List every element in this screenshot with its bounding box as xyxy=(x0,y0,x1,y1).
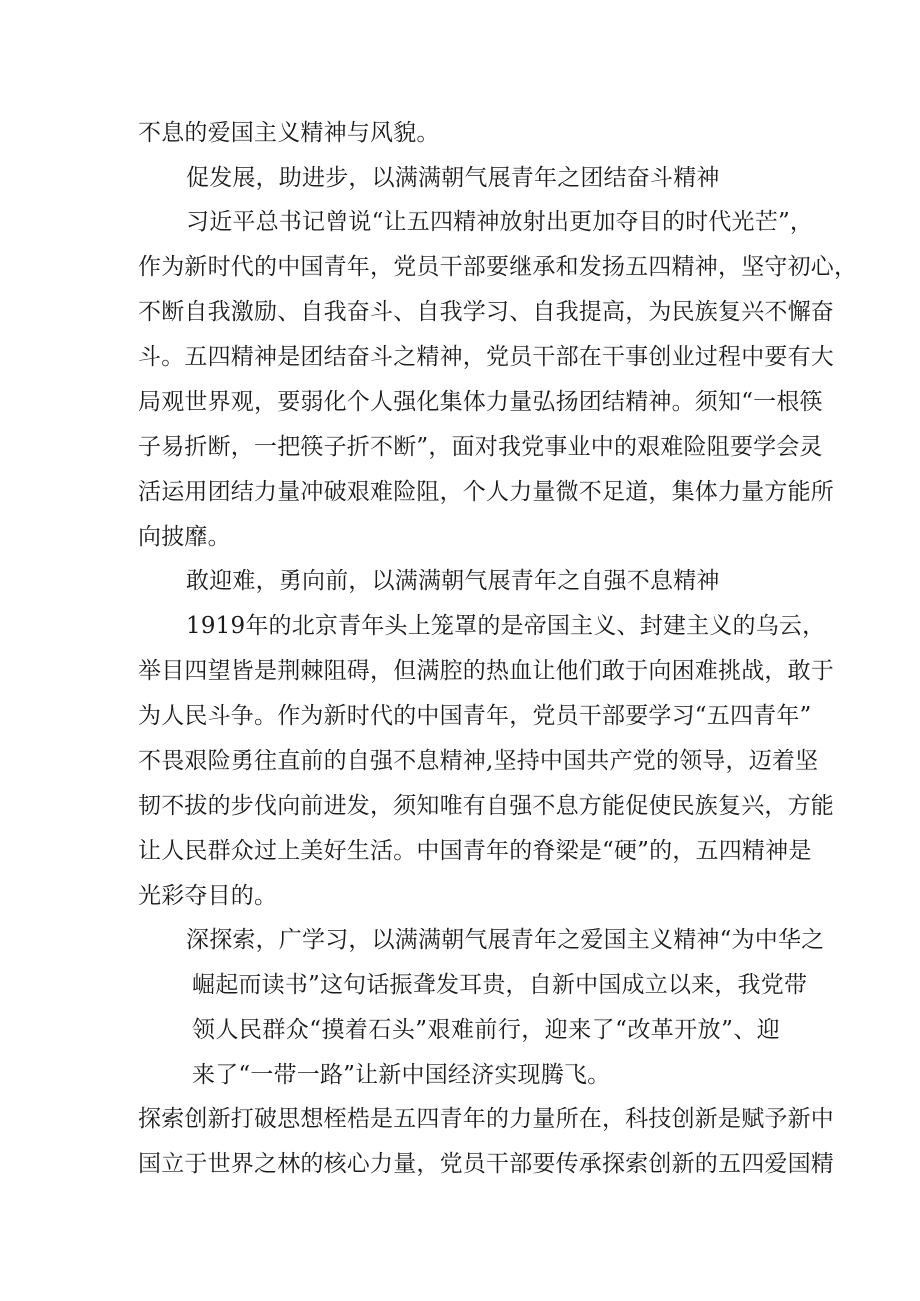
section-heading: 敢迎难，勇向前，以满满朝气展青年之自强不息精神 xyxy=(186,568,720,594)
paragraph-line: 领人民群众“摸着石头”艰难前行，迎来了“改革开放”、迎 xyxy=(192,1017,780,1043)
paragraph-line: 不息的爱国主义精神与风貌。 xyxy=(138,120,440,146)
paragraph-line: 不畏艰险勇往直前的自强不息精神,坚持中国共产党的领导，迈着坚 xyxy=(138,748,819,774)
paragraph-line: 来了“一带一路”让新中国经济实现腾飞。 xyxy=(192,1062,611,1088)
paragraph-line: 向披靡。 xyxy=(138,524,231,550)
section-heading: 促发展，助进步，以满满朝气展青年之团结奋斗精神 xyxy=(186,165,720,191)
paragraph-line: 让人民群众过上美好生活。中国青年的脊梁是“硬”的，五四精神是 xyxy=(138,838,812,864)
paragraph-line: 习近平总书记曾说“让五四精神放射出更加夺目的时代光芒”， xyxy=(186,209,814,235)
paragraph-line: 局观世界观，要弱化个人强化集体力量弘扬团结精神。须知“一根筷 xyxy=(138,389,823,415)
paragraph-line: 斗。五四精神是团结奋斗之精神，党员干部在干事创业过程中要有大 xyxy=(138,344,834,370)
paragraph-line: 举目四望皆是荆棘阻碍，但满腔的热血让他们敢于向困难挑战，敢于 xyxy=(138,658,834,684)
paragraph-line: 崛起而读书”这句话振聋发耳贵，自新中国成立以来，我党带 xyxy=(192,972,808,998)
paragraph-line: 为人民斗争。作为新时代的中国青年，党员干部要学习“五四青年” xyxy=(138,703,812,729)
section-heading: 深探索，广学习，以满满朝气展青年之爱国主义精神“为中华之 xyxy=(186,927,825,953)
paragraph-line: 探索创新打破思想桎梏是五四青年的力量所在，科技创新是赋予新中 xyxy=(138,1106,834,1132)
paragraph-line: 1919年的北京青年头上笼罩的是帝国主义、封建主义的乌云， xyxy=(186,613,826,639)
paragraph-line: 韧不拔的步伐向前进发，须知唯有自强不息方能促使民族复兴，方能 xyxy=(138,793,834,819)
paragraph-line: 子易折断，一把筷子折不断”，面对我党事业中的艰难险阻要学会灵 xyxy=(138,434,823,460)
paragraph-line: 光彩夺目的。 xyxy=(138,883,278,909)
paragraph-line: 不断自我激励、自我奋斗、自我学习、自我提高，为民族复兴不懈奋 xyxy=(138,299,834,325)
paragraph-line: 作为新时代的中国青年，党员干部要继承和发扬五四精神，坚守初心， xyxy=(138,254,858,280)
paragraph-line: 国立于世界之林的核心力量，党员干部要传承探索创新的五四爱国精 xyxy=(138,1151,834,1177)
paragraph-line: 活运用团结力量冲破艰难险阻，个人力量微不足道，集体力量方能所 xyxy=(138,479,834,505)
